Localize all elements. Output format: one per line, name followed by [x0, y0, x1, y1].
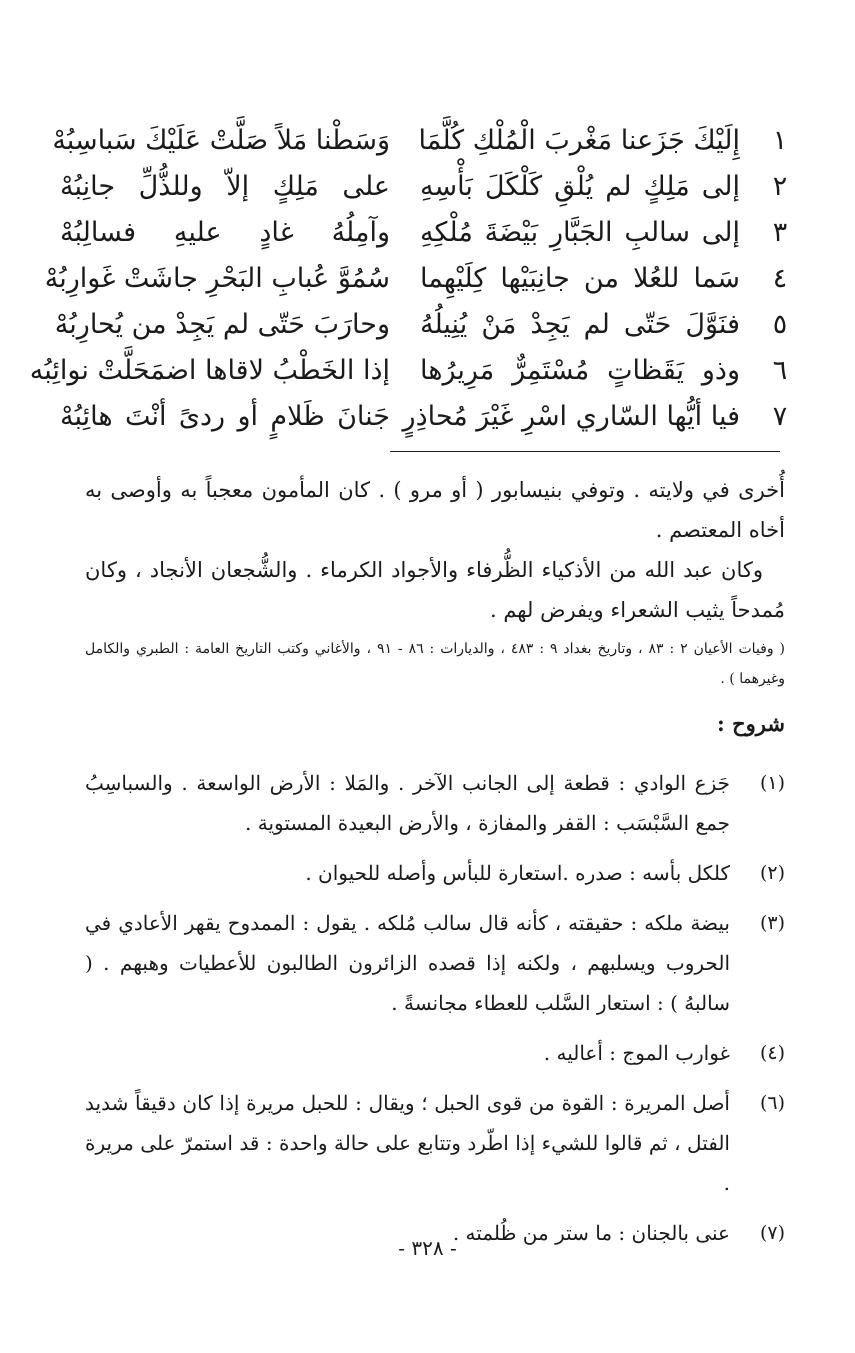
note-number: (٤) — [759, 1042, 785, 1064]
note-item — [85, 1033, 785, 1073]
note-item — [85, 903, 785, 1023]
divider-rule — [390, 451, 780, 452]
verse-number: ٦ — [772, 355, 788, 386]
note-text: أصل المريرة : القوة من قوى الحبل ؛ ويقال : للحبل مريرة إذا كان دقيقاً شديد الفتل ، ثم قالوا للشيء إذا اطّرد وتتابع على حالة واحدة : قد استمرّ على مريرة . — [85, 1091, 730, 1195]
note-number: (٣) — [759, 912, 785, 934]
verse-number: ٤ — [772, 263, 788, 294]
verse-first-hemistich: سَما للعُلا من جانِبَيْها كِلَيْهِما — [420, 263, 740, 294]
verse-second-hemistich: وآمِلُهُ غادٍ عليهِ فسالِبُهْ — [60, 217, 390, 248]
verse-second-hemistich: وحارَبَ حَتّى لم يَجِدْ من يُحارِبُهْ — [54, 309, 390, 340]
note-item — [85, 1083, 785, 1203]
verse-second-hemistich: إذا الخَطْبُ لاقاها اضمَحَلَّتْ نوائِبُه — [29, 355, 390, 386]
note-text: كلكل بأسه : صدره .استعارة للبأس وأصله للحيوان . — [305, 861, 730, 885]
note-number: (١) — [759, 772, 785, 794]
verse-first-hemistich: إِلَيْكَ جَزَعنا مَغْربَ الْمُلْكِ كُلَّمَا — [418, 125, 740, 156]
verse-second-hemistich: على مَلِكٍ إلاّ وللذُّلِّ جانِبُهْ — [60, 171, 390, 202]
verse-first-hemistich: وذو يَقَظاتٍ مُسْتَمِرٌّ مَرِيرُها — [420, 355, 740, 386]
verse — [60, 210, 800, 256]
biography-section — [85, 470, 785, 746]
verse-first-hemistich: فنَوَّلَ حَتّى لم يَجِدْ مَنْ يُنِيلُهُ — [420, 309, 740, 340]
note-text: بيضة ملكه : حقيقته ، كأنه قال سالب مُلكه . يقول : الممدوح يقهر الأعادي في الحروب ويسلبهم ، ولكنه إذا قصده الزائرون الطالبون للأعطيات وهبهم . ( سالبهُ ) : استعار السَّلب للعطاء مجانسةً . — [85, 911, 730, 1015]
verse — [44, 256, 800, 302]
commentary-heading: شروح : — [717, 711, 785, 736]
note-item — [85, 853, 785, 893]
note-item — [85, 763, 785, 843]
note-number: (٧) — [759, 1222, 785, 1244]
verse-first-hemistich: إلى مَلِكٍ لم يُلْقِ كَلْكَلَ بَأْسِهِ — [420, 171, 740, 202]
verse — [60, 164, 800, 210]
note-text: غوارب الموج : أعاليه . — [543, 1041, 730, 1065]
verse-number: ٣ — [772, 217, 788, 248]
verse-number: ٢ — [772, 171, 788, 202]
sources-citation: ( وفيات الأعيان ٢ : ٨٣ ، وتاريخ بغداد ٩ : ٤٨٣ ، والديارات : ٨٦ - ٩١ ، والأغاني وكتب التاريخ العامة : الطبري والكامل وغيرهما ) . — [85, 641, 786, 687]
note-text: عنى بالجنان : ما ستر من ظُلمته . — [452, 1221, 730, 1245]
note-number: (٦) — [759, 1092, 785, 1114]
verse-first-hemistich: فيا أيُّها السّاري اسْرِ غَيْرَ مُحاذِرٍ — [402, 401, 740, 432]
verse — [29, 348, 800, 394]
commentary-notes — [85, 763, 785, 1263]
note-number: (٢) — [759, 862, 785, 884]
verse-second-hemistich: جَنانَ ظَلامٍ أو ردىً أنْتَ هائِبُهْ — [60, 401, 390, 432]
note-text: جَزع الوادي : قطعة إلى الجانب الآخر . والمَلا : الأرض الواسعة . والسباسِبُ جمع السَّبْسَب : القفر والمفازة ، والأرض البعيدة المستوية . — [85, 771, 730, 835]
verse — [52, 118, 800, 164]
biography-paragraph: أُخرى في ولايته . وتوفي بنيسابور ( أو مرو ) . كان المأمون معجباً به وأوصى به أخاه المعتصم . — [85, 478, 785, 542]
verse-second-hemistich: سُمُوَّ عُبابِ البَحْرِ جاشَتْ غَوارِبُهْ — [44, 263, 390, 294]
verse-first-hemistich: إلى سالبِ الجَبَّارِ بَيْضَةَ مُلْكِهِ — [420, 217, 740, 248]
verse-number: ٥ — [772, 309, 788, 340]
verse — [60, 394, 800, 440]
verse-second-hemistich: وَسَطْنا مَلاً صَلَّتْ عَلَيْكَ سَباسِبُهْ — [52, 125, 390, 156]
page-number: - ٣٢٨ - — [398, 1236, 457, 1260]
verse — [54, 302, 800, 348]
biography-paragraph: وكان عبد الله من الأذكياء الظُّرفاء والأجواد الكرماء . والشُّجعان الأنجاد ، وكان مُمدحاً يثيب الشعراء ويفرض لهم . — [85, 558, 785, 622]
verse-number: ٧ — [772, 401, 788, 432]
verse-number: ١ — [772, 125, 788, 156]
poem — [29, 118, 800, 440]
